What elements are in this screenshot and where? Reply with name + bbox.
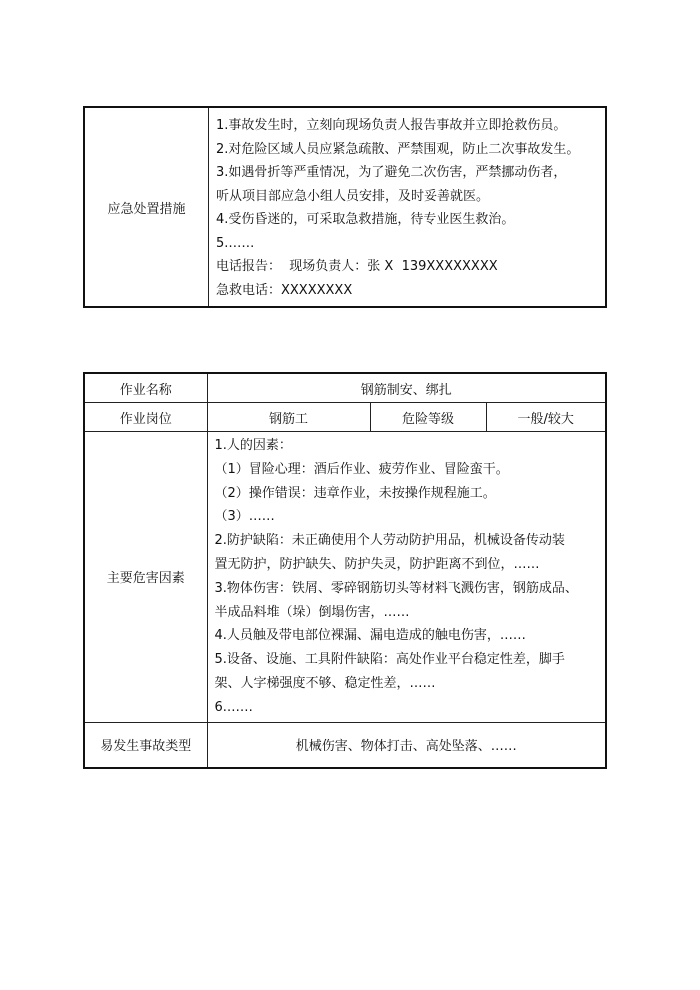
- risk-level-label: 危险等级: [370, 403, 486, 432]
- accident-types-value: 机械伤害、物体打击、高处坠落、……: [207, 722, 606, 768]
- emergency-line: 1.事故发生时，立刻向现场负责人报告事故并立即抢救伤员。: [216, 118, 567, 133]
- emergency-line: 听从项目部应急小组人员安排，及时妥善就医。: [216, 188, 490, 204]
- emergency-line: 4.受伤昏迷的，可采取急救措施，待专业医生救治。: [216, 212, 515, 227]
- job-post-value: 钢筋工: [207, 403, 370, 432]
- hazard-line: （3）……: [214, 509, 275, 525]
- emergency-measures-label: 应急处置措施: [84, 107, 209, 307]
- job-name-value: 钢筋制安、绑扎: [207, 373, 606, 403]
- emergency-measures-table: [83, 106, 607, 308]
- job-hazard-table: [83, 372, 607, 769]
- emergency-line: 3.如遇骨折等严重情况，为了避免二次伤害，严禁挪动伤者，: [216, 165, 567, 180]
- hazard-line: 2.防护缺陷：未正确使用个人劳动防护用品，机械设备传动装: [214, 533, 565, 549]
- job-post-label: 作业岗位: [84, 403, 207, 432]
- job-name-label: 作业名称: [84, 373, 207, 403]
- hazard-line: 3.物体伤害：铁屑、零碎钢筋切头等材料飞溅伤害，钢筋成品、: [214, 580, 578, 596]
- phone-report-line: 电话报告： 现场负责人：张 X 139XXXXXXXX: [216, 259, 498, 274]
- hazard-line: 1.人的因素：: [214, 438, 292, 453]
- emergency-line: 5.……: [216, 235, 255, 251]
- hazard-line: 6.……: [214, 699, 253, 715]
- hazard-line: 半成品料堆（垛）倒塌伤害，……: [214, 604, 410, 620]
- emergency-line: 2.对危险区域人员应紧急疏散、严禁围观，防止二次事故发生。: [216, 141, 580, 157]
- accident-types-label: 易发生事故类型: [84, 722, 207, 768]
- emergency-measures-content: [209, 107, 607, 307]
- emergency-phone-line: 急救电话：XXXXXXXX: [216, 282, 353, 298]
- hazard-line: 5.设备、设施、工具附件缺陷：高处作业平台稳定性差，脚手: [214, 652, 565, 668]
- hazard-line: 架、人字梯强度不够、稳定性差，……: [214, 675, 436, 691]
- main-hazards-content: [207, 432, 606, 723]
- hazard-line: （2）操作错误：违章作业，未按操作规程施工。: [214, 485, 496, 501]
- hazard-line: 4.人员触及带电部位裸漏、漏电造成的触电伤害，……: [214, 628, 526, 644]
- hazard-line: （1）冒险心理：酒后作业、疲劳作业、冒险蛮干。: [214, 461, 509, 477]
- main-hazards-label: 主要危害因素: [84, 432, 207, 723]
- risk-level-value: 一般/较大: [486, 403, 606, 432]
- hazard-line: 置无防护，防护缺失、防护失灵，防护距离不到位，……: [214, 556, 540, 572]
